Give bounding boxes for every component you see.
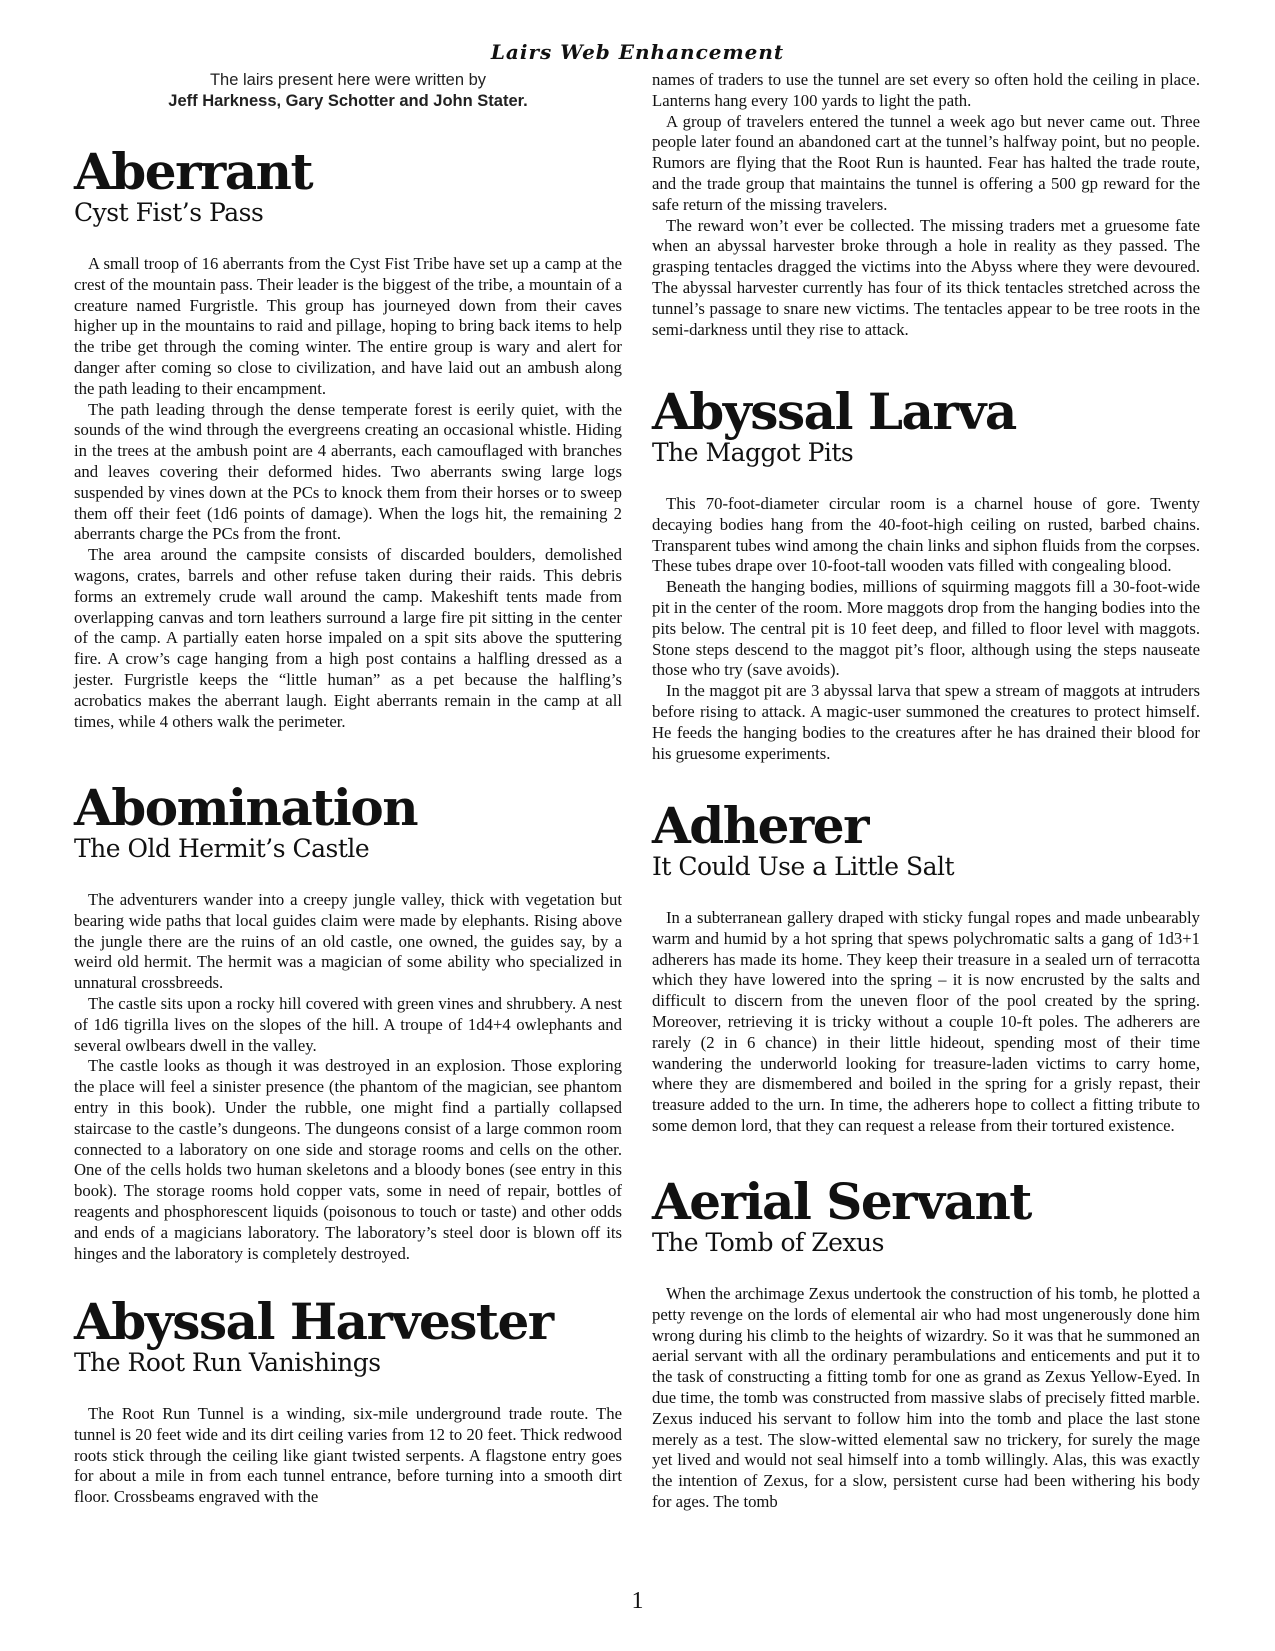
entry-title: Abomination xyxy=(74,778,418,837)
right-column xyxy=(652,70,1200,1590)
continued-text xyxy=(652,70,1200,340)
entry-title: Aerial Servant xyxy=(652,1172,1031,1231)
entry-abomination xyxy=(74,778,622,1264)
entry-title: Adherer xyxy=(652,796,868,855)
entry-paragraph: In the maggot pit are 3 abyssal larva that spew a stream of maggots at intruders before rising to attack. A magic-user summoned the creatures to protect himself. He feeds the hanging bodies to the creatures after he has drained their blood for his gruesome experiments. xyxy=(652,681,1200,763)
entry-subtitle: The Root Run Vanishings xyxy=(74,1348,381,1377)
entry-adherer xyxy=(652,796,1200,1137)
entry-paragraph: A group of travelers entered the tunnel a week ago but never came out. Three people later found an abandoned cart at the tunnel’s halfway point, but no people. Rumors are flying that the Root Run is haunted. Fear has halted the trade route, and the trade group that maintains the tunnel is offering a 500 gp reward for the safe return of the missing travelers. xyxy=(652,111,1200,214)
entry-subtitle: The Tomb of Zexus xyxy=(652,1228,884,1257)
entry-paragraph: The castle sits upon a rocky hill covered with green vines and shrubbery. A nest of 1d6 tigrilla lives on the slopes of the hill. A troupe of 1d4+4 owlephants and several owlbears dwell in the valley. xyxy=(74,993,622,1055)
entry-abyssal-larva xyxy=(652,382,1200,764)
entry-subtitle: It Could Use a Little Salt xyxy=(652,852,955,881)
entry-paragraph: In a subterranean gallery draped with sticky fungal ropes and made unbearably warm and humid by a hot spring that spews polychromatic salts a gang of 1d3+1 adherers has made its home. They keep their treasure in a sealed urn of terracotta which they have lowered into the spring – it is now encrusted by the salts and difficult to discern from the uneven floor of the pool created by the spring. Moreover, retrieving it is tricky without a couple 10-ft poles. The adherers are rarely (2 in 6 chance) in their little hideout, spending most of their time wandering the underworld looking for treasure-laden victims to carry home, where they are dismembered and boiled in the spring for a grisly repast, their treasure added to the urn. In time, the adherers hope to collect a fitting tribute to some demon lord, that they can request a release from their tortured existence. xyxy=(652,908,1200,1135)
entry-subtitle: The Old Hermit’s Castle xyxy=(74,834,370,863)
entry-abyssal-harvester xyxy=(74,1292,622,1508)
left-column xyxy=(74,70,622,1590)
entry-paragraph: The adventurers wander into a creepy jungle valley, thick with vegetation but bearing wide paths that local guides claim were made by elephants. Rising above the jungle there are the ruins of an old castle, one owned, the guides say, by a weird old hermit. The hermit was a magician of some ability who specialized in unnatural crossbreeds. xyxy=(74,890,622,993)
entry-paragraph: When the archimage Zexus undertook the construction of his tomb, he plotted a petty revenge on the lords of elemental air who had most ungenerously done him wrong during his climb to the heights of wizardry. So it was that he summoned an aerial servant with all the ordinary perambulations and enticements and put it to the task of constructing a fitting tomb for one as grand as Zexus Yellow-Eyed. In due time, the tomb was constructed from massive slabs of precisely fitted marble. Zexus induced his servant to follow him into the tomb and place the last stone merely as a test. The slow-witted elemental saw no trickery, for surely the mage yet lived and would not seal himself into a tomb willingly. Alas, this was exactly the intention of Zexus, for a slow, persistent curse had been withering his body for ages. The tomb xyxy=(652,1284,1200,1511)
entry-paragraph: This 70-foot-diameter circular room is a charnel house of gore. Twenty decaying bodies hang from the 40-foot-high ceiling on rusted, barbed chains. Transparent tubes wind among the chain links and siphon fluids from the corpses. These tubes drape over 10-foot-tall wooden vats filled with congealing blood. xyxy=(652,494,1200,576)
entry-paragraph: The castle looks as though it was destroyed in an explosion. Those exploring the place will feel a sinister presence (the phantom of the magician, see phantom entry in this book). Under the rubble, one might find a partially collapsed staircase to the castle’s dungeons. The dungeons consist of a large common room connected to a laboratory on one side and storage rooms and cells on the other. One of the cells holds two human skeletons and a bloody bones (see entry in this book). The storage rooms hold copper vats, some in need of repair, bottles of reagents and phosphorescent liquids (poisonous to touch or taste) and other odds and ends of a magicians laboratory. The laboratory’s steel door is blown off its hinges and the laboratory is completely destroyed. xyxy=(74,1056,622,1263)
credits-intro: The lairs present here were written by xyxy=(209,71,487,89)
entry-paragraph: The area around the campsite consists of discarded boulders, demolished wagons, crates, barrels and other refuse taken during their raids. This debris forms an extremely crude wall around the camp. Makeshift tents made from overlapping canvas and torn leathers surround a large fire pit sitting in the center of the camp. A partially eaten horse impaled on a spit sits above the sputtering fire. A crow’s cage hanging from a high post contains a halfling dressed as a jester. Furgristle keeps the “little human” as a pet because the halfling’s acrobatics makes the aberrant laugh. Eight aberrants remain in the camp at all times, while 4 others walk the perimeter. xyxy=(74,545,622,731)
entry-paragraph: The path leading through the dense temperate forest is eerily quiet, with the sounds of the wind through the evergreens creating an occasional whistle. Hiding in the trees at the ambush point are 4 aberrants, each camouflaged with branches and leaves covering their deformed hides. Two aberrants swing large logs suspended by vines down at the PCs to knock them from their horses or to sweep them off their feet (1d6 points of damage). When the logs hit, the remaining 2 aberrants charge the PCs from the front. xyxy=(74,399,622,544)
entry-subtitle: The Maggot Pits xyxy=(652,438,854,467)
page-number: 1 xyxy=(631,1588,644,1614)
entry-paragraph: Beneath the hanging bodies, millions of squirming maggots fill a 30-foot-wide pit in the center of the room. More maggots drop from the hanging bodies into the pits below. The central pit is 10 feet deep, and filled to floor level with maggots. Stone steps descend to the maggot pit’s floor, although using the steps nauseate those who try (save avoids). xyxy=(652,577,1200,680)
entry-paragraph: The reward won’t ever be collected. The missing traders met a gruesome fate when an abyssal harvester broke through a hole in reality as they passed. The grasping tentacles dragged the victims into the Abyss where they were devoured. The abyssal harvester currently has four of its thick tentacles stretched across the tunnel’s passage to snare new victims. The tentacles appear to be tree roots in the semi-darkness until they rise to attack. xyxy=(652,215,1200,339)
credits-block xyxy=(74,70,622,112)
entry-title: Abyssal Larva xyxy=(652,382,1016,441)
entry-title: Aberrant xyxy=(74,142,313,201)
entry-paragraph: A small troop of 16 aberrants from the Cyst Fist Tribe have set up a camp at the crest of the mountain pass. Their leader is the biggest of the tribe, a mountain of a creature named Furgristle. This group has journeyed down from their caves higher up in the mountains to raid and pillage, hoping to bring back items to help the tribe get through the coming winter. The entire group is wary and alert for danger after coming so close to civilization, and have laid out an ambush along the path leading to their encampment. xyxy=(74,254,622,398)
entry-paragraph: The Root Run Tunnel is a winding, six-mile underground trade route. The tunnel is 20 feet wide and its dirt ceiling varies from 12 to 20 feet. Thick redwood roots stick through the ceiling like giant twisted serpents. A flagstone entry goes for about a mile in from each tunnel entrance, before turning into a smooth dirt floor. Crossbeams engraved with the xyxy=(74,1404,622,1507)
entry-aberrant xyxy=(74,142,622,732)
entry-aerial-servant xyxy=(652,1172,1200,1513)
entry-paragraph: names of traders to use the tunnel are set every so often hold the ceiling in place. Lanterns hang every 100 yards to light the path. xyxy=(652,70,1200,110)
entry-title: Abyssal Harvester xyxy=(74,1292,553,1351)
running-header: Lairs Web Enhancement xyxy=(490,40,785,64)
credits-authors: Jeff Harkness, Gary Schotter and John Stater. xyxy=(168,92,528,110)
entry-subtitle: Cyst Fist’s Pass xyxy=(74,198,264,227)
